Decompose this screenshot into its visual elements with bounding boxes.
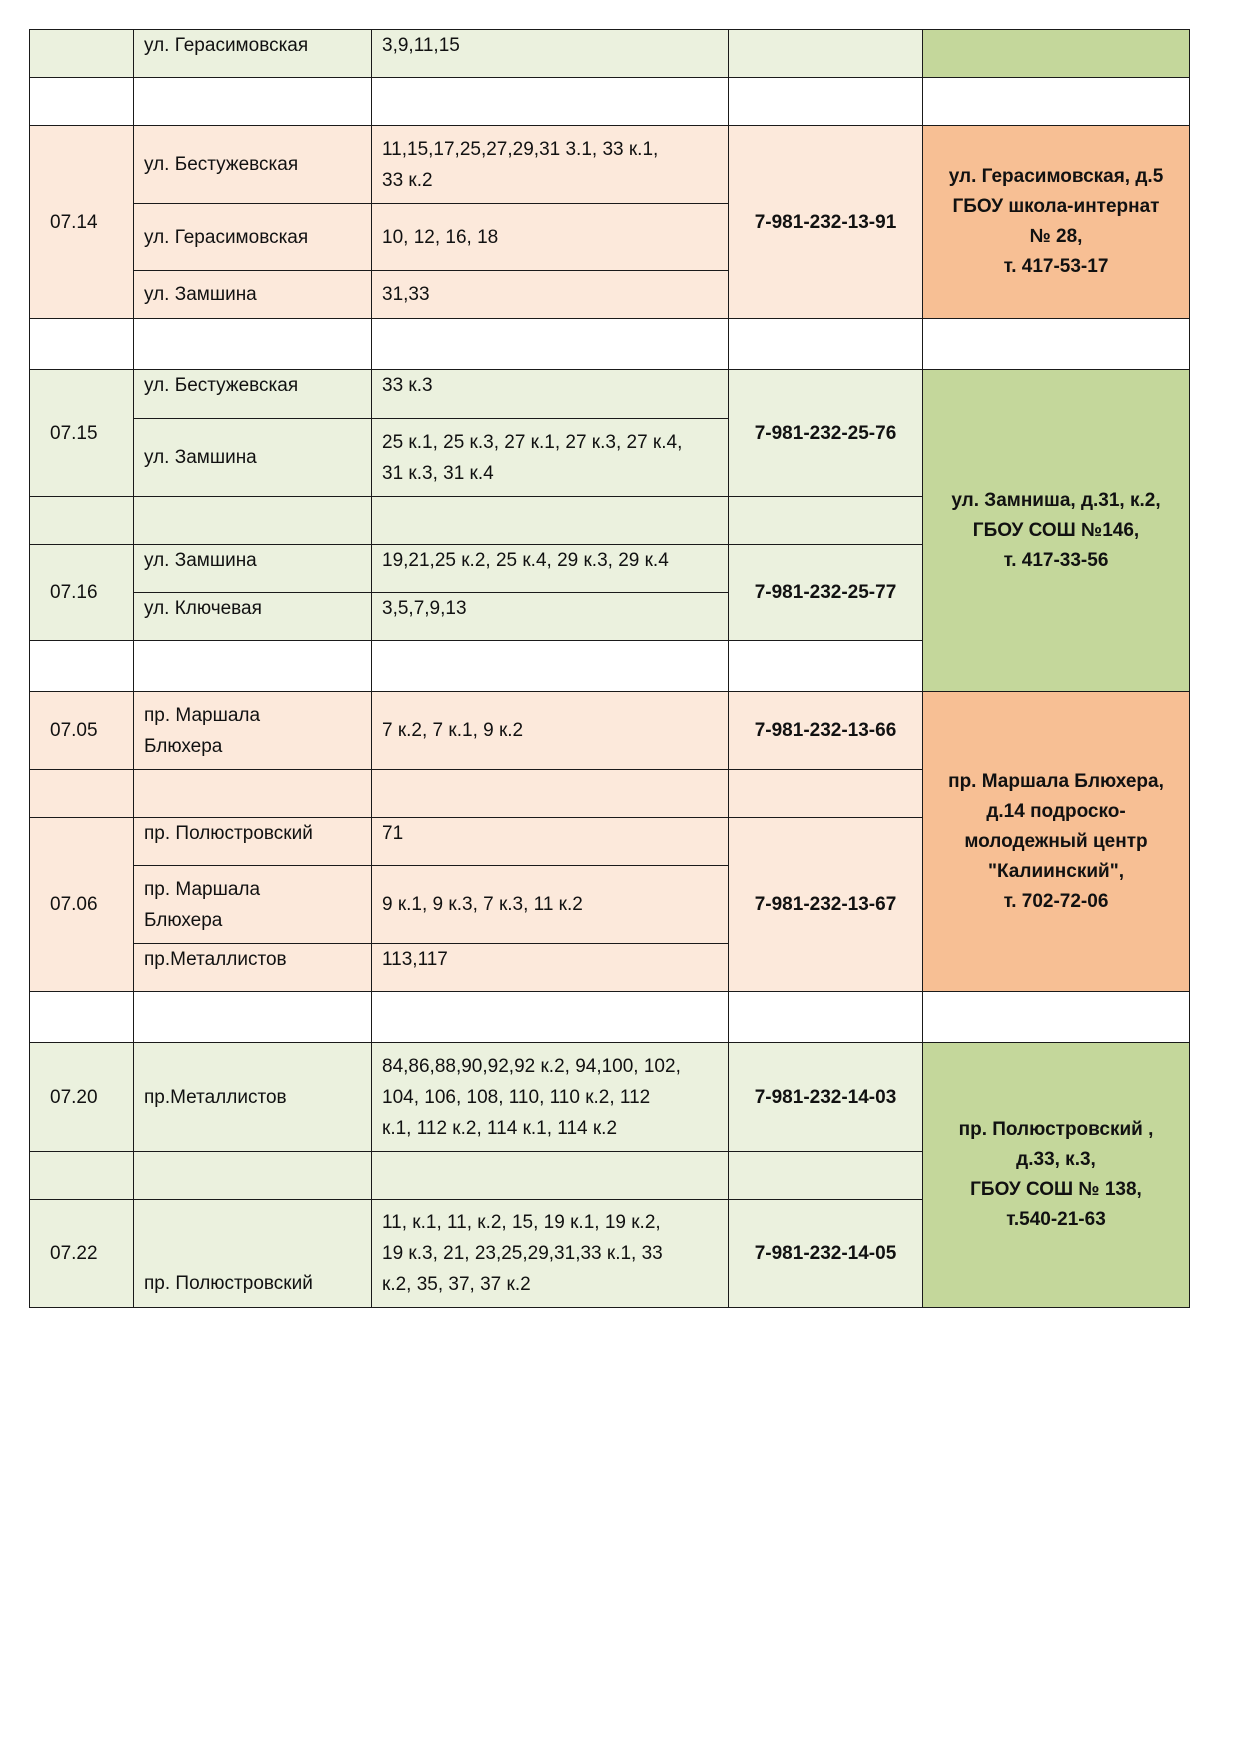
houses-cell: 3,9,11,15: [372, 30, 729, 78]
street-cell: ул. Герасимовская: [134, 204, 372, 271]
houses-line: 19 к.3, 21, 23,25,29,31,33 к.1, 33: [382, 1243, 663, 1264]
phone-cell: 7-981-232-25-77: [729, 545, 923, 641]
houses-line: 84,86,88,90,92,92 к.2, 94,100, 102,: [382, 1055, 681, 1077]
phone-cell: 7-981-232-14-03: [729, 1043, 923, 1152]
place-line: пр. Маршала Блюхера,: [948, 770, 1164, 792]
street-cell: ул. Бестужевская: [134, 370, 372, 419]
phone-cell: 7-981-232-13-91: [729, 126, 923, 319]
houses-line: 11, к.1, 11, к.2, 15, 19 к.1, 19 к.2,: [382, 1212, 661, 1233]
code-cell: 07.20: [30, 1043, 134, 1152]
code-cell: 07.15: [30, 370, 134, 497]
code-cell: 07.16: [30, 545, 134, 641]
place-line: ул. Герасимовская, д.5: [948, 166, 1164, 187]
houses-cell: [372, 1043, 729, 1152]
table-row: [30, 1043, 1190, 1152]
street-cell: пр.Металлистов: [134, 944, 372, 992]
houses-cell: 3,5,7,9,13: [372, 593, 729, 641]
houses-cell: 7 к.2, 7 к.1, 9 к.2: [372, 692, 729, 770]
place-line: ГБОУ школа-интернат: [952, 196, 1160, 217]
houses-cell: 10, 12, 16, 18: [372, 204, 729, 271]
place-line: т. 417-33-56: [1003, 549, 1109, 571]
polling-stations-table: [29, 29, 1190, 1308]
houses-line: 25 к.1, 25 к.3, 27 к.1, 27 к.3, 27 к.4,: [382, 431, 683, 453]
houses-cell: 9 к.1, 9 к.3, 7 к.3, 11 к.2: [372, 866, 729, 944]
place-cell: [923, 1043, 1190, 1308]
houses-line: к.1, 112 к.2, 114 к.1, 114 к.2: [382, 1117, 618, 1139]
place-line: № 28,: [1029, 226, 1083, 247]
table-row: [30, 370, 1190, 419]
street-cell: ул. Замшина: [134, 545, 372, 593]
street-cell: [134, 692, 372, 770]
street-cell: [134, 866, 372, 944]
houses-cell: [372, 419, 729, 497]
place-line: пр. Полюстровский ,: [958, 1119, 1154, 1140]
street-cell: ул. Бестужевская: [134, 126, 372, 204]
phone-cell: 7-981-232-25-76: [729, 370, 923, 497]
street-cell: ул. Герасимовская: [134, 30, 372, 78]
spacer-row: [30, 992, 1190, 1043]
phone-cell: 7-981-232-14-05: [729, 1200, 923, 1308]
street-line: пр. Маршала: [144, 704, 261, 726]
place-line: т.540-21-63: [1006, 1209, 1106, 1230]
houses-cell: 19,21,25 к.2, 25 к.4, 29 к.3, 29 к.4: [372, 545, 729, 593]
place-cell: [923, 370, 1190, 692]
place-cell: [923, 126, 1190, 319]
place-line: молодежный центр: [964, 830, 1148, 852]
street-cell: ул. Ключевая: [134, 593, 372, 641]
phone-cell: 7-981-232-13-66: [729, 692, 923, 770]
table-row: [30, 126, 1190, 204]
street-line: пр. Маршала: [144, 878, 261, 900]
houses-cell: [372, 1200, 729, 1308]
houses-line: 104, 106, 108, 110, 110 к.2, 112: [382, 1086, 651, 1108]
table-row: [30, 30, 1190, 78]
houses-cell: 113,117: [372, 944, 729, 992]
code-cell: [30, 30, 134, 78]
houses-cell: 33 к.3: [372, 370, 729, 419]
place-line: ул. Замниша, д.31, к.2,: [951, 489, 1161, 511]
place-line: д.33, к.3,: [1016, 1149, 1096, 1170]
houses-line: 31 к.3, 31 к.4: [382, 462, 494, 484]
phone-cell: [729, 30, 923, 78]
place-cell: [923, 692, 1190, 992]
street-cell: ул. Замшина: [134, 419, 372, 497]
place-cell: [923, 30, 1190, 78]
street-cell: пр. Полюстровский: [134, 1200, 372, 1308]
houses-cell: 71: [372, 818, 729, 866]
place-line: ГБОУ СОШ № 138,: [970, 1179, 1142, 1200]
place-line: "Калиинский",: [987, 860, 1125, 882]
code-cell: 07.06: [30, 818, 134, 992]
spacer-row: [30, 78, 1190, 126]
phone-cell: 7-981-232-13-67: [729, 818, 923, 992]
code-cell: 07.14: [30, 126, 134, 319]
houses-line: 11,15,17,25,27,29,31 3.1, 33 к.1,: [382, 138, 659, 160]
place-line: т. 417-53-17: [1003, 256, 1109, 277]
street-line: Блюхера: [144, 909, 223, 931]
spacer-row: [30, 319, 1190, 370]
code-cell: 07.22: [30, 1200, 134, 1308]
houses-cell: 31,33: [372, 271, 729, 319]
street-cell: ул. Замшина: [134, 271, 372, 319]
houses-cell: [372, 126, 729, 204]
place-line: д.14 подроско-: [986, 800, 1126, 822]
code-cell: 07.05: [30, 692, 134, 770]
street-line: Блюхера: [144, 735, 223, 757]
street-cell: пр.Металлистов: [134, 1043, 372, 1152]
place-line: т. 702-72-06: [1003, 890, 1109, 912]
place-line: ГБОУ СОШ №146,: [972, 519, 1140, 541]
street-cell: пр. Полюстровский: [134, 818, 372, 866]
houses-line: к.2, 35, 37, 37 к.2: [382, 1274, 531, 1295]
houses-line: 33 к.2: [382, 169, 433, 191]
table-row: [30, 692, 1190, 770]
